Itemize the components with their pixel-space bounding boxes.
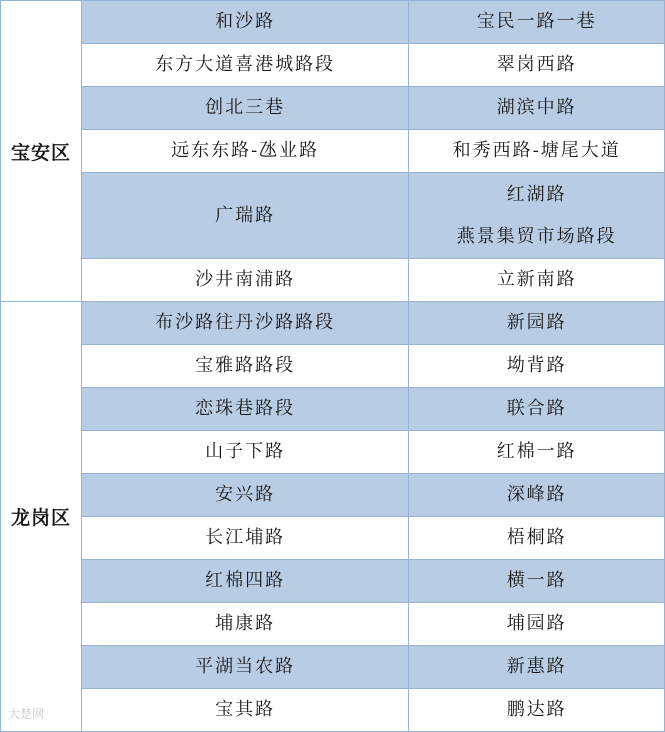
road-cell-right xyxy=(409,646,665,689)
road-cell-right xyxy=(409,302,665,345)
road-cell-left xyxy=(81,1,408,44)
road-cell-left xyxy=(81,87,408,130)
district-name: 宝安区 xyxy=(1,1,82,302)
road-cell-left xyxy=(81,431,408,474)
table-row xyxy=(1,474,665,517)
road-name: 宝雅路路段 xyxy=(195,355,296,376)
road-name: 梧桐路 xyxy=(506,527,567,548)
road-cell-left xyxy=(81,689,408,732)
table-row xyxy=(1,259,665,302)
table-row xyxy=(1,173,665,259)
road-cell-left xyxy=(81,302,408,345)
road-name: 燕景集贸市场路段 xyxy=(456,225,617,247)
road-name: 远东东路-氹业路 xyxy=(171,140,320,161)
road-name: 宝民一路一巷 xyxy=(476,11,597,32)
road-cell-left xyxy=(81,646,408,689)
road-name: 安兴路 xyxy=(215,484,276,505)
road-cell-right xyxy=(409,44,665,87)
road-cell-right xyxy=(409,474,665,517)
road-cell-right xyxy=(409,431,665,474)
road-cell-right xyxy=(409,560,665,603)
road-name: 翠岗西路 xyxy=(496,54,577,75)
road-name: 和秀西路-塘尾大道 xyxy=(452,140,621,161)
road-cell-left xyxy=(81,603,408,646)
road-name: 横一路 xyxy=(506,570,567,591)
road-cell-right xyxy=(409,1,665,44)
road-name: 鹏达路 xyxy=(506,699,567,720)
road-name: 立新南路 xyxy=(496,269,577,290)
road-cell-left xyxy=(81,560,408,603)
road-cell-right xyxy=(409,173,665,259)
table-row xyxy=(1,1,665,44)
road-name: 平湖当农路 xyxy=(195,656,296,677)
district-name: 龙岗区 xyxy=(1,302,82,732)
road-name: 广瑞路 xyxy=(215,204,276,226)
table-row xyxy=(1,517,665,560)
road-cell-left xyxy=(81,474,408,517)
road-cell-left xyxy=(81,44,408,87)
road-cell-right xyxy=(409,603,665,646)
road-name: 新园路 xyxy=(506,312,567,333)
road-cell-right xyxy=(409,689,665,732)
road-name: 红湖路 xyxy=(506,183,567,205)
table-row xyxy=(1,388,665,431)
table-row xyxy=(1,646,665,689)
road-cell-right xyxy=(409,130,665,173)
road-cell-left xyxy=(81,259,408,302)
table-row xyxy=(1,87,665,130)
table-row xyxy=(1,130,665,173)
road-cell-left xyxy=(81,345,408,388)
road-cell-left xyxy=(81,517,408,560)
table-row xyxy=(1,603,665,646)
table-row xyxy=(1,689,665,732)
road-cell-right xyxy=(409,388,665,431)
road-name: 联合路 xyxy=(506,398,567,419)
table-row xyxy=(1,345,665,388)
road-name: 埔康路 xyxy=(215,613,276,634)
table-row xyxy=(1,44,665,87)
road-cell-left xyxy=(81,130,408,173)
road-name: 红棉一路 xyxy=(496,441,577,462)
road-name: 布沙路往丹沙路路段 xyxy=(155,312,336,333)
road-name: 长江埔路 xyxy=(205,527,286,548)
road-name: 宝其路 xyxy=(215,699,276,720)
road-name: 和沙路 xyxy=(215,11,276,32)
road-name: 沙井南浦路 xyxy=(195,269,296,290)
road-name: 创北三巷 xyxy=(205,97,286,118)
road-name: 深峰路 xyxy=(506,484,567,505)
road-cell-right xyxy=(409,517,665,560)
table-row xyxy=(1,302,665,345)
road-name: 埔园路 xyxy=(506,613,567,634)
table-row xyxy=(1,431,665,474)
road-cell-right xyxy=(409,259,665,302)
road-name: 恋珠巷路段 xyxy=(195,398,296,419)
road-name: 红棉四路 xyxy=(205,570,286,591)
road-table-body xyxy=(1,1,665,732)
road-name: 坳背路 xyxy=(506,355,567,376)
road-cell-right xyxy=(409,87,665,130)
table-row xyxy=(1,560,665,603)
road-name: 山子下路 xyxy=(205,441,286,462)
road-name: 东方大道喜港城路段 xyxy=(155,54,336,75)
watermark: 大楚网 xyxy=(8,707,45,721)
road-cell-left xyxy=(81,388,408,431)
road-cell-left xyxy=(81,173,408,259)
road-name: 湖滨中路 xyxy=(496,97,577,118)
road-cell-right xyxy=(409,345,665,388)
road-name: 新惠路 xyxy=(506,656,567,677)
